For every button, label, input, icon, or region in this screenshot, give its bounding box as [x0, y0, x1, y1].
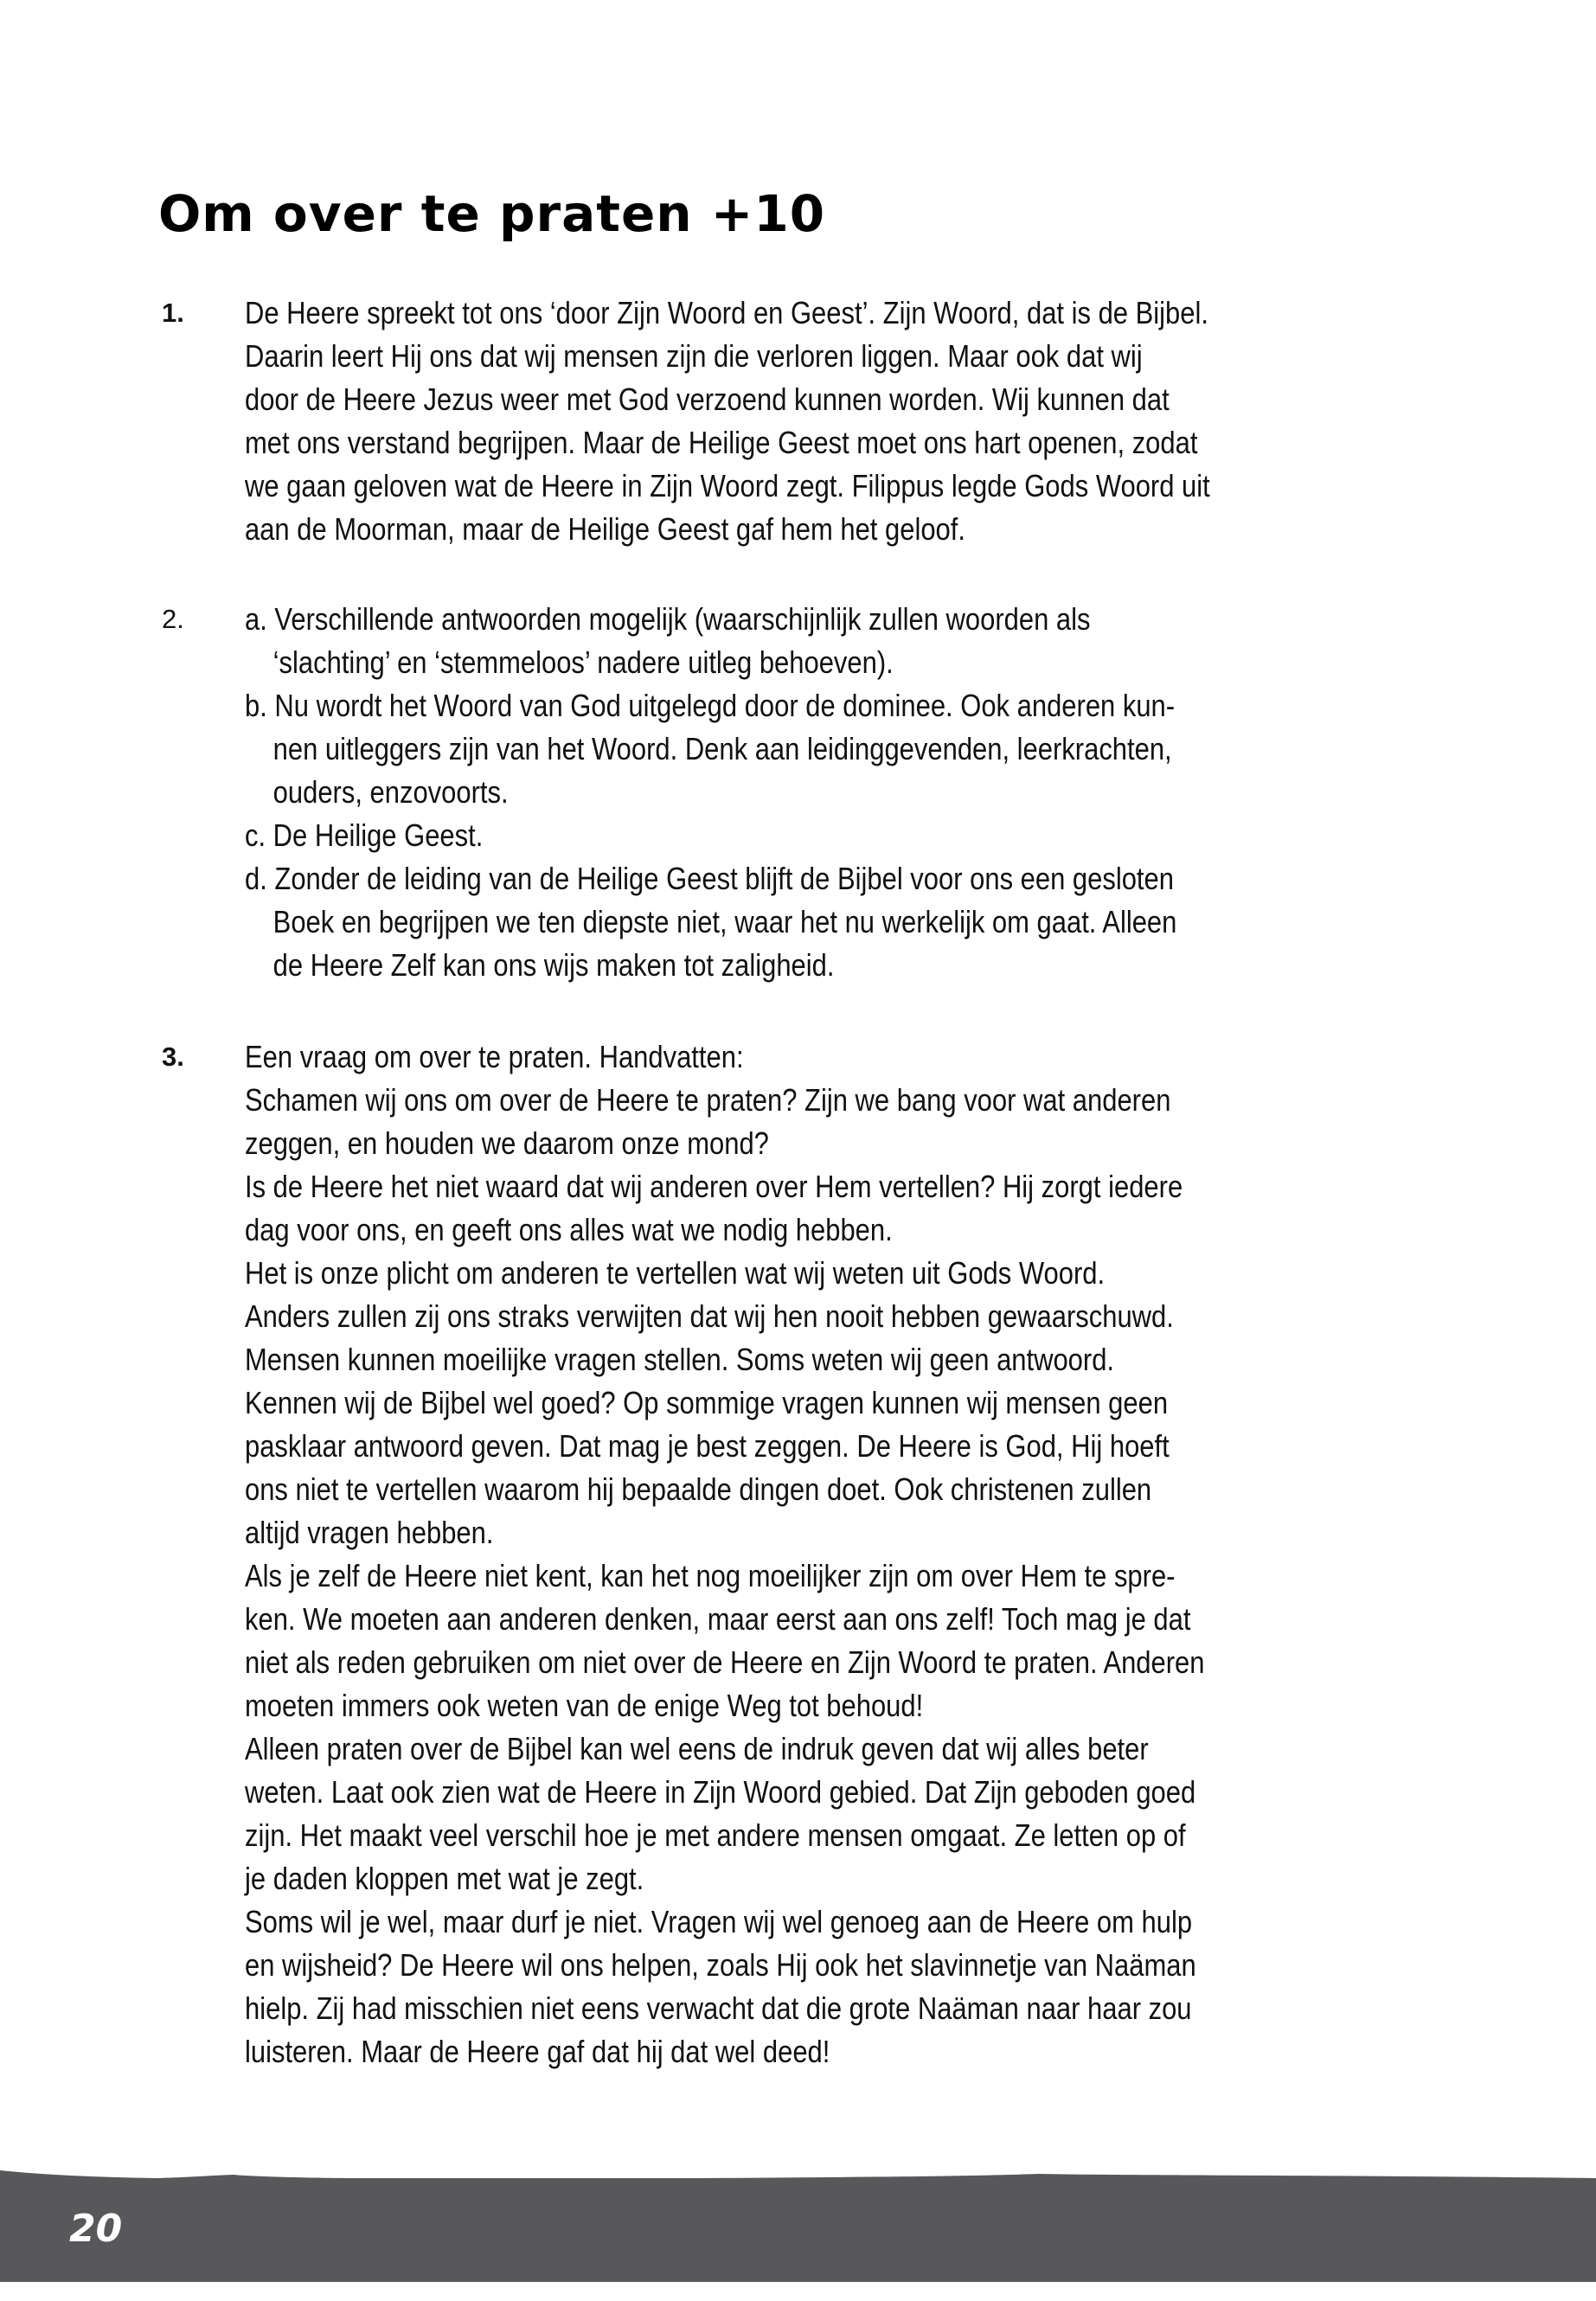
text-line: zijn. Het maakt veel verschil hoe je met andere mensen omgaat. Ze letten op of	[245, 1817, 1186, 1853]
item-number: 2.	[162, 604, 184, 634]
item-number: 3.	[162, 1042, 184, 1072]
text-line: moeten immers ook weten van de enige Weg tot behoud!	[245, 1688, 924, 1723]
item-text	[245, 1035, 1456, 2073]
text-line: aan de Moorman, maar de Heilige Geest gaf hem het geloof.	[245, 511, 965, 547]
text-line: Soms wil je wel, maar durf je niet. Vragen wij wel genoeg aan de Heere om hulp	[245, 1904, 1193, 1939]
text-line: nen uitleggers zijn van het Woord. Denk aan leidinggevenden, leerkrachten,	[272, 731, 1172, 766]
text-line: Alleen praten over de Bijbel kan wel eens de indruk geven dat wij alles beter	[245, 1731, 1149, 1766]
text-line: ‘slachting’ en ‘stemmeloos’ nadere uitleg behoeven).	[272, 644, 894, 680]
text-line: Anders zullen zij ons straks verwijten dat wij hen nooit hebben gewaarschuwd.	[245, 1298, 1174, 1334]
text-line: pasklaar antwoord geven. Dat mag je best zeggen. De Heere is God, Hij hoeft	[245, 1428, 1170, 1464]
text-line: en wijsheid? De Heere wil ons helpen, zoals Hij ook het slavinnetje van Naäman	[245, 1947, 1196, 1983]
text-line: luisteren. Maar de Heere gaf dat hij dat wel deed!	[245, 2034, 830, 2069]
text-line: hielp. Zij had misschien niet eens verwacht dat die grote Naäman naar haar zou	[245, 1990, 1192, 2026]
text-line: we gaan geloven wat de Heere in Zijn Woord zegt. Filippus legde Gods Woord uit	[245, 468, 1210, 503]
text-line: d. Zonder de leiding van de Heilige Geest blijft de Bijbel voor ons een gesloten	[245, 861, 1174, 896]
text-line: Kennen wij de Bijbel wel goed? Op sommige vragen kunnen wij mensen geen	[245, 1385, 1169, 1420]
text-line: ons niet te vertellen waarom hij bepaalde dingen doet. Ook christenen zullen	[245, 1471, 1152, 1507]
page-number: 20	[69, 2207, 123, 2251]
item-number: 1.	[162, 298, 184, 328]
text-line: c. De Heilige Geest.	[245, 817, 484, 853]
text-line: Is de Heere het niet waard dat wij anderen over Hem vertellen? Hij zorgt iedere	[245, 1169, 1183, 1204]
text-line: altijd vragen hebben.	[245, 1515, 494, 1550]
subitem-b	[245, 684, 1456, 814]
text-line: Mensen kunnen moeilijke vragen stellen. Soms weten wij geen antwoord.	[245, 1342, 1115, 1377]
page-title: Om over te praten +10	[158, 184, 826, 243]
text-line: dag voor ons, en geeft ons alles wat we nodig hebben.	[245, 1212, 893, 1247]
item-text	[245, 292, 1456, 551]
text-line: Daarin leert Hij ons dat wij mensen zijn die verloren liggen. Maar ook dat wij	[245, 338, 1143, 374]
text-line: niet als reden gebruiken om niet over de Heere en Zijn Woord te praten. Anderen	[245, 1644, 1205, 1680]
text-line: ouders, enzovoorts.	[272, 774, 509, 810]
text-line: zeggen, en houden we daarom onze mond?	[245, 1125, 769, 1161]
text-line: a. Verschillende antwoorden mogelijk (waarschijnlijk zullen woorden als	[245, 601, 1091, 637]
text-line: Het is onze plicht om anderen te vertellen wat wij weten uit Gods Woord.	[245, 1255, 1106, 1291]
text-line: je daden kloppen met wat je zegt.	[245, 1861, 644, 1896]
text-line: de Heere Zelf kan ons wijs maken tot zaligheid.	[272, 947, 835, 983]
text-line: Als je zelf de Heere niet kent, kan het nog moeilijker zijn om over Hem te spre-	[245, 1558, 1176, 1593]
footer-band	[0, 2178, 1596, 2282]
subitem-c	[245, 814, 1456, 857]
text-line: Een vraag om over te praten. Handvatten:	[245, 1039, 744, 1074]
text-line: door de Heere Jezus weer met God verzoend kunnen worden. Wij kunnen dat	[245, 381, 1170, 417]
subitem-d	[245, 857, 1456, 987]
text-line: met ons verstand begrijpen. Maar de Heilige Geest moet ons hart openen, zodat	[245, 425, 1198, 460]
text-line: b. Nu wordt het Woord van God uitgelegd door de dominee. Ook anderen kun-	[245, 688, 1176, 723]
text-line: Boek en begrijpen we ten diepste niet, waar het nu werkelijk om gaat. Alleen	[272, 904, 1177, 939]
text-line: De Heere spreekt tot ons ‘door Zijn Woord en Geest’. Zijn Woord, dat is de Bijbel.	[245, 295, 1208, 330]
text-line: ken. We moeten aan anderen denken, maar eerst aan ons zelf! Toch mag je dat	[245, 1601, 1191, 1637]
text-line: Schamen wij ons om over de Heere te praten? Zijn we bang voor wat anderen	[245, 1082, 1171, 1118]
item-text	[245, 598, 1456, 987]
text-line: weten. Laat ook zien wat de Heere in Zijn Woord gebied. Dat Zijn geboden goed	[245, 1774, 1196, 1810]
subitem-a	[245, 598, 1456, 684]
